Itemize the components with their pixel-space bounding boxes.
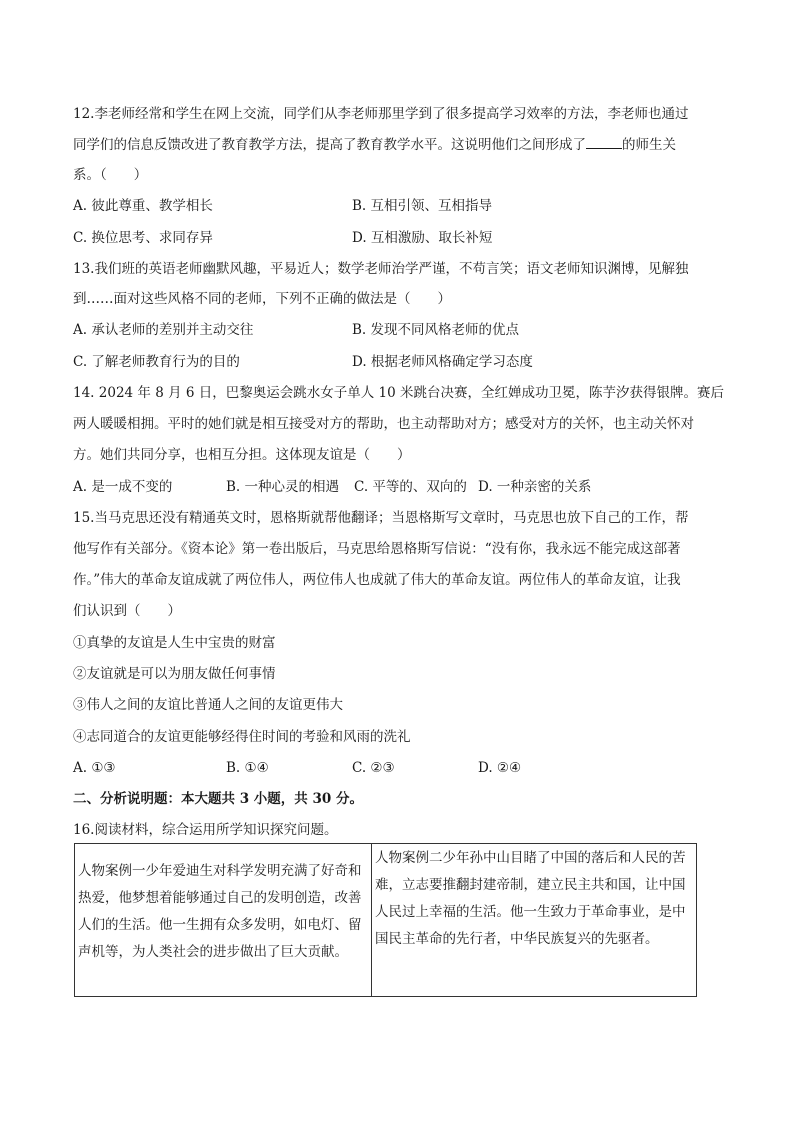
q15-statement-4: ④志同道合的友谊更能够经得住时间的考验和风雨的洗礼 <box>73 729 411 745</box>
q14-stem-line2: 两人暖暖相拥。平时的她们就是相互接受对方的帮助，也主动帮助对方；感受对方的关怀，也主动关怀对 <box>73 416 694 432</box>
q12-option-a: A. 彼此尊重、教学相长 <box>73 198 213 214</box>
q14-option-d: D. 一种亲密的关系 <box>478 479 592 495</box>
q12-stem-line2 <box>73 134 676 155</box>
q12-stem-line2-a: 同学们的信息反馈改进了教育教学方法，提高了教育教学水平。这说明他们之间形成了 <box>73 137 586 153</box>
q15-option-b: B. ①④ <box>226 760 269 776</box>
q15-stem-line3: 作。”伟大的革命友谊成就了两位伟人，两位伟人也成就了伟大的革命友谊。两位伟人的革命友谊，让我 <box>73 572 681 588</box>
q13-option-a: A. 承认老师的差别并主动交往 <box>73 322 254 338</box>
q13-option-d: D. 根据老师风格确定学习态度 <box>352 354 533 370</box>
material-row <box>75 844 697 997</box>
q15-stem-line2: 他写作有关部分。《资本论》第一卷出版后，马克思给恩格斯写信说：“没有你，我永远不能完成这部著 <box>73 541 681 557</box>
q15-statement-1: ①真挚的友谊是人生中宝贵的财富 <box>73 635 276 651</box>
q14-stem-line3: 方。她们共同分享，也相互分担。这体现友谊是（ ） <box>73 447 411 463</box>
q14-stem-line1: 14. 2024 年 8 月 6 日，巴黎奥运会跳水女子单人 10 米跳台决赛，全红婵成功卫冕，陈芋汐获得银牌。赛后 <box>73 385 725 401</box>
case-one-cell: 人物案例一少年爱迪生对科学发明充满了好奇和热爱，他梦想着能够通过自己的发明创造，改善人们的生活。他一生拥有众多发明，如电灯、留声机等，为人类社会的进步做出了巨大贡献。 <box>75 844 372 997</box>
q16-intro: 16.阅读材料，综合运用所学知识探究问题。 <box>73 822 338 838</box>
q13-stem-line1: 13.我们班的英语老师幽默风趣，平易近人；数学老师治学严谨，不苟言笑；语文老师知识渊博，见解独 <box>73 261 689 277</box>
q13-stem-line2: 到……面对这些风格不同的老师，下列不正确的做法是（ ） <box>73 291 451 307</box>
case-two-cell: 人物案例二少年孙中山目睹了中国的落后和人民的苦难，立志要推翻封建帝制，建立民主共和国，让中国人民过上幸福的生活。他一生致力于革命事业，是中国民主革命的先行者，中华民族复兴的先驱者。 <box>372 844 697 997</box>
q15-statement-2: ②友谊就是可以为朋友做任何事情 <box>73 666 276 682</box>
q12-stem-line1: 12.李老师经常和学生在网上交流，同学们从李老师那里学到了很多提高学习效率的方法，李老师也通过 <box>73 106 689 122</box>
q14-option-b: B. 一种心灵的相遇 <box>226 479 340 495</box>
q12-stem-line2-b: 的师生关 <box>622 137 676 153</box>
q15-option-c: C. ②③ <box>352 760 395 776</box>
q15-stem-line4: 们认识到（ ） <box>73 603 181 619</box>
material-table <box>74 843 697 997</box>
q15-option-d: D. ②④ <box>478 760 522 776</box>
q13-option-c: C. 了解老师教育行为的目的 <box>73 354 240 370</box>
q12-option-c: C. 换位思考、求同存异 <box>73 230 213 246</box>
q12-stem-line3: 系。（ ） <box>73 167 148 183</box>
q15-stem-line1: 15.当马克思还没有精通英文时，恩格斯就帮他翻译；当恩格斯写文章时，马克思也放下自己的工作，帮 <box>73 510 689 526</box>
q15-statement-3: ③伟人之间的友谊比普通人之间的友谊更伟大 <box>73 697 343 713</box>
q12-option-d: D. 互相激励、取长补短 <box>352 230 493 246</box>
q14-option-a: A. 是一成不变的 <box>73 479 173 495</box>
q13-option-b: B. 发现不同风格老师的优点 <box>352 322 520 338</box>
answer-blank <box>586 134 622 149</box>
q12-option-b: B. 互相引领、互相指导 <box>352 198 493 214</box>
q14-option-c: C. 平等的、双向的 <box>354 479 467 495</box>
section-heading: 二、分析说明题：本大题共 3 小题，共 30 分。 <box>73 791 363 807</box>
q15-option-a: A. ①③ <box>73 760 116 776</box>
